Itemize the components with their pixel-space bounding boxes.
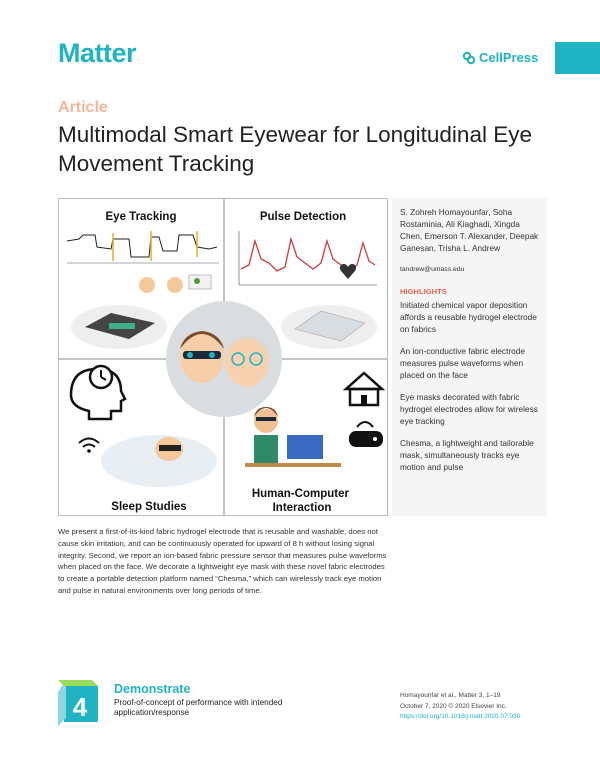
gamepad-icon [349,422,383,447]
panel-title-hci-line2: Interaction [272,502,332,514]
highlight-item: Initiated chemical vapor deposition affords a reusable hydrogel electrode on fabrics [400,300,537,334]
citation-date: October 7, 2020 © 2020 Elsevier Inc. [400,702,507,710]
demonstrate-number: 4 [72,692,88,722]
cellpress-icon [462,51,476,65]
sleeping-person-illustration [101,435,217,487]
highlight-item: Chesma, a lightweight and tailorable mask, simultaneously tracks eye motion and pulse [400,438,534,472]
panel-title-pulse-detection: Pulse Detection [259,211,347,223]
highlight-item: Eye masks decorated with fabric hydrogel electrodes allow for wireless eye tracking [400,392,538,426]
author-list: S. Zohreh Homayounfar, Soha Rostaminia, Ali Kiaghadi, Xingda Chen, Emerson T. Alexander, Deepak Ganesan, Trisha L. Andrew [400,207,539,253]
eye-tracking-plot [67,231,219,263]
citation-block [400,691,580,723]
head-clock-icon [71,366,125,419]
demonstrate-description: Proof-of-concept of performance with intended application/response [114,698,283,717]
panel-title-hci-line1: Human-Computer [251,488,349,500]
smart-eyewear-users [166,301,282,417]
demonstrate-title: Demonstrate [114,682,191,696]
corresponding-email[interactable]: tandrew@umass.edu [400,266,465,273]
publisher-logo [462,50,538,65]
computer-user-illustration [245,407,341,467]
article-title: Multimodal Smart Eyewear for Longitudinal Eye Movement Tracking [58,122,532,176]
eye-gaze-icons [139,275,211,293]
citation-line: Homayounfar et al., Matter 3, 1–19 [400,692,501,699]
article-sidebar [392,198,547,516]
pulse-plot [239,231,377,285]
wifi-icon [79,439,99,453]
abstract-text: We present a first-of-its-kind fabric hydrogel electrode that is reusable and washable, does not cause skin irritation, and can be continuously operated for upward of 8 h without losing signal integrity. Second, we report an ion-based fabric pressure sensor that measures pulse waveforms when placed on the face. We decorate a lightweight eye mask with these novel fabric electrodes to create a portable detection platform named “Chesma,” which can wirelessly track eye motion and pulse in natural environments over long periods of time. [58,527,387,595]
publisher-name: CellPress [479,50,539,65]
journal-name: Matter [58,38,137,68]
panel-title-eye-tracking: Eye Tracking [105,211,177,223]
panel-title-hci [252,488,352,514]
highlight-item: An ion-conductive fabric electrode measures pulse waveforms when placed on the face [400,346,525,380]
graphical-abstract [58,198,388,516]
fabric-electrode-left [71,305,167,349]
demonstrate-badge [58,678,102,726]
article-type-label: Article [58,99,108,116]
fabric-electrode-right [281,305,377,349]
panel-title-sleep-studies: Sleep Studies [111,501,187,513]
highlights-label: HIGHLIGHTS [400,287,447,296]
header-accent-bar [555,42,600,74]
doi-link[interactable]: https://doi.org/10.1016/j.matt.2020.07.030 [400,713,521,720]
home-icon [346,373,382,405]
